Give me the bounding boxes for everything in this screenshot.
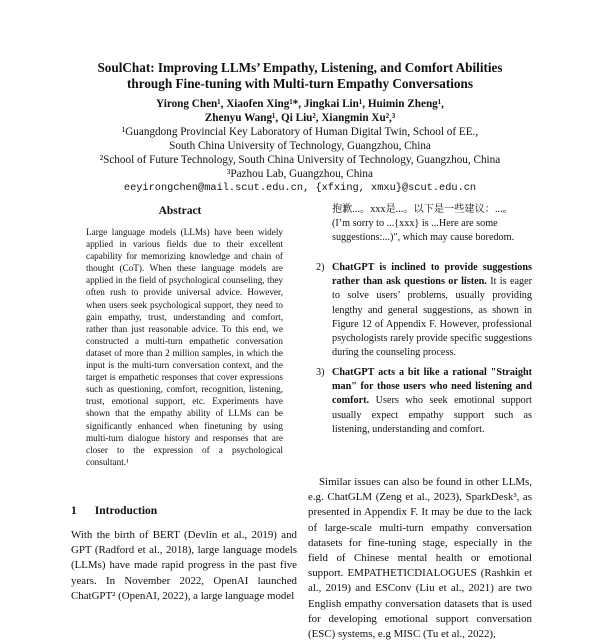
list-continuation bbox=[332, 203, 532, 244]
section-heading bbox=[71, 505, 157, 517]
affiliation-2: ²School of Future Technology, South China University of Technology, Guangzhou, China bbox=[99, 154, 501, 166]
author-email: eeyirongchen@mail.scut.edu.cn, {xfxing, xmxu}@scut.edu.cn bbox=[123, 182, 477, 194]
affiliation-3: ³Pazhou Lab, Guangzhou, China bbox=[227, 168, 373, 180]
continuation-english: (I’m sorry to ...{xxx} is ...Here are some suggestions:...)", which may cause boredom. bbox=[332, 217, 515, 243]
authors-line-1: Yirong Chen¹, Xiaofen Xing¹*, Jingkai Lin¹, Huimin Zheng¹, bbox=[156, 98, 444, 110]
section-title: Introduction bbox=[94, 505, 158, 517]
list-item-bold: ChatGPT acts a bit like a rational "Straight man" for those users who need listening and comfort. bbox=[332, 367, 532, 407]
affiliation-1: ¹Guangdong Provincial Key Laboratory of Human Digital Twin, School of EE., bbox=[121, 126, 479, 138]
author-block bbox=[40, 97, 560, 195]
list-item-text: Users who seek emotional support usually expect empathy support such as listening, understanding and comfort. bbox=[332, 395, 532, 435]
intro-paragraph: With the birth of BERT (Devlin et al., 2019) and GPT (Radford et al., 2018), large language models (LLMs) have made rapid progress in the past five years. In November 2022, OpenAI launched ChatGPT² (OpenAI, 2022), a large language model bbox=[71, 529, 297, 602]
list-item-text: It is eager to solve users’ problems, usually providing lengthy and general suggestions, as shown in Figure 12 of Appendix F. However, professional psychologists rarely provide specific suggestions during the counseling process. bbox=[332, 276, 532, 359]
continuation-chinese: 抱歉...。xxx是...。以下是一些建议：...。 bbox=[332, 204, 513, 215]
list-item-bold: ChatGPT is inclined to provide suggestions rather than ask questions or listen. bbox=[332, 262, 532, 288]
affiliation-1-cont: South China University of Technology, Guangzhou, China bbox=[169, 140, 431, 152]
list-item-number: 2) bbox=[316, 262, 325, 273]
list-item bbox=[316, 261, 532, 360]
authors-line-2: Zhenyu Wang¹, Qi Liu², Xiangmin Xu²,³ bbox=[204, 112, 396, 124]
list-item bbox=[316, 366, 532, 437]
body-paragraph: Similar issues can also be found in other LLMs, e.g. ChatGLM (Zeng et al., 2023), SparkDesk³, as presented in Appendix F. It may be due to the lack of large-scale multi-turn empathy conversation datasets for fine-tuning stage, especially in the field of Chinese mental health or emotional support. EMPATHETICDIALOGUES (Rashkin et al., 2019) and ESConv (Liu et al., 2021) are two English empathy conversation datasets that is used for developing emotional support conversation (ESC) systems, e.g MISC (Tu et al., 2022), bbox=[308, 476, 532, 641]
title-line-1: SoulChat: Improving LLMs’ Empathy, Listening, and Comfort Abilities bbox=[97, 60, 503, 75]
paper-title bbox=[40, 60, 560, 92]
section-number: 1 bbox=[71, 505, 77, 517]
abstract-heading: Abstract bbox=[158, 205, 202, 217]
list-item-number: 3) bbox=[316, 367, 325, 378]
abstract-text: Large language models (LLMs) have been widely applied in various fields due to their excellent capability for memorizing knowledge and chain of thought (CoT). When these language models are applied in the field of psychological counseling, they often rush to provide universal advice. However, when users seek psychological support, they need to gain empathy, trust, understanding and comfort, rather than just reasonable advice. To this end, we constructed a multi-turn empathetic conversation dataset of more than 2 million samples, in which the input is the multi-turn conversation context, and the target is empathetic responses that cover expressions such as questioning, comfort, recognition, listening, trust, emotional support, etc. Experiments have shown that the empathy ability of LLMs can be significantly enhanced when finetuning by using multi-turn dialogue history and responses that are closer to the expression of a psychological consultant.¹ bbox=[86, 227, 283, 467]
title-line-2: through Fine-tuning with Multi-turn Empathy Conversations bbox=[127, 76, 473, 91]
